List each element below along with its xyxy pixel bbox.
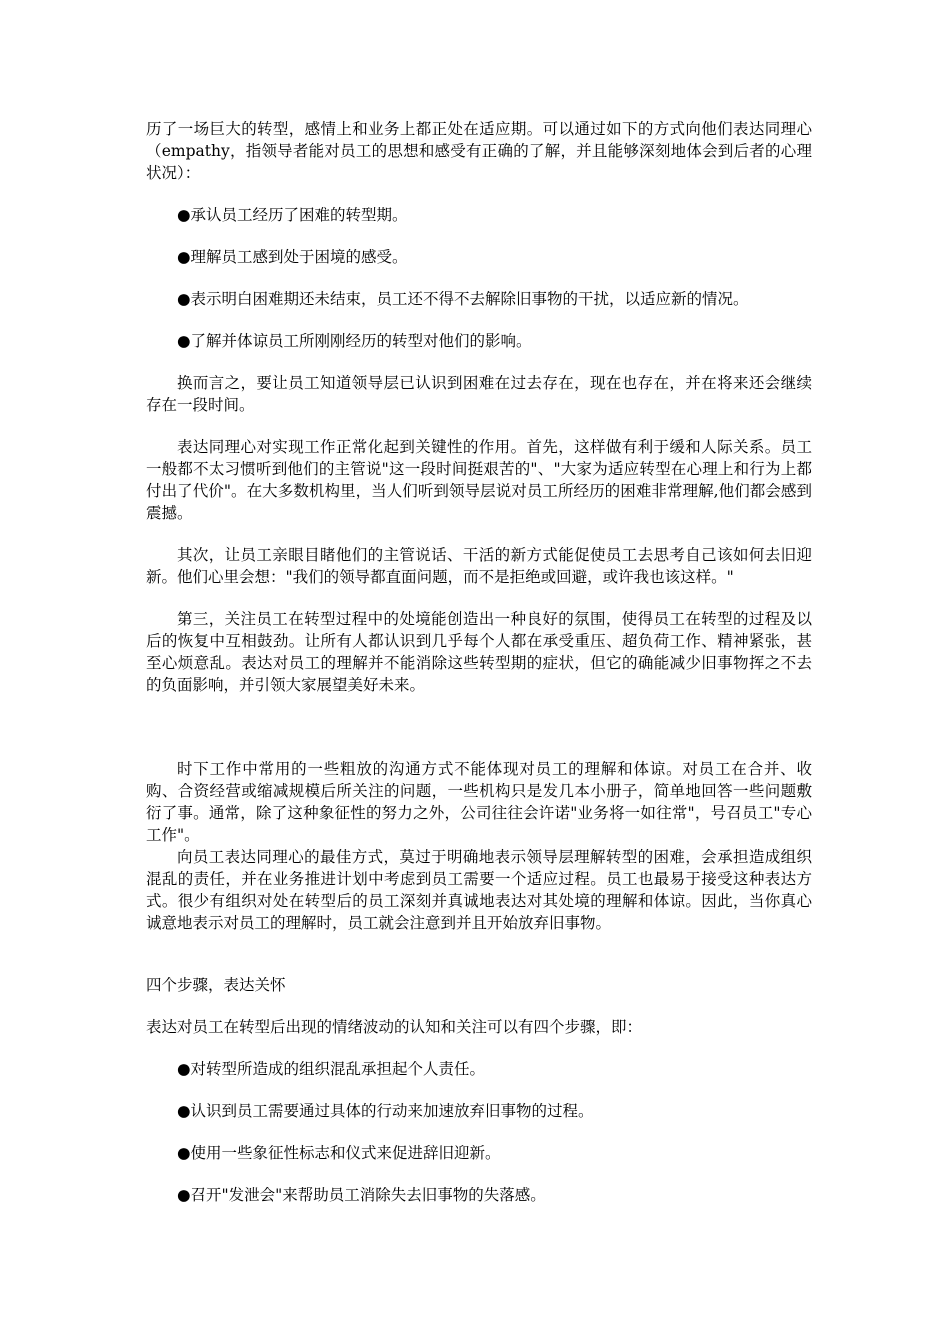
body-paragraph: 换而言之，要让员工知道领导层已认识到困难在过去存在，现在也存在，并在将来还会继续存在一段时间。 [146,374,812,414]
body-paragraph: 表达同理心对实现工作正常化起到关键性的作用。首先，这样做有利于缓和人际关系。员工一般都不太习惯听到他们的主管说"这一段时间挺艰苦的"、"大家为适应转型在心理上和行为上都付出了代价"。在大多数机构里，当人们听到领导层说对员工所经历的困难非常理解,他们都会感到震撼。 [146,438,812,522]
bullet-item: ●了解并体谅员工所刚刚经历的转型对他们的影响。 [177,332,532,350]
bullet-item: ●召开"发泄会"来帮助员工消除失去旧事物的失落感。 [177,1186,546,1204]
bullet-item: ●表示明白困难期还未结束，员工还不得不去解除旧事物的干扰，以适应新的情况。 [177,290,749,308]
body-paragraph: 时下工作中常用的一些粗放的沟通方式不能体现对员工的理解和体谅。对员工在合并、收购、合资经营或缩减规模后所关注的问题，一些机构只是发几本小册子，简单地回答一些问题敷衍了事。通常，除了这种象征性的努力之外，公司往往会许诺"业务将一如往常"，号召员工"专心工作"。 [146,760,812,844]
section-heading: 四个步骤，表达关怀 [146,976,286,994]
bullet-item: ●使用一些象征性标志和仪式来促进辞旧迎新。 [177,1144,501,1162]
bullet-item: ●理解员工感到处于困境的感受。 [177,248,408,266]
body-paragraph: 向员工表达同理心的最佳方式，莫过于明确地表示领导层理解转型的困难，会承担造成组织混乱的责任，并在业务推进计划中考虑到员工需要一个适应过程。员工也最易于接受这种表达方式。很少有组织对处在转型后的员工深刻并真诚地表达对其处境的理解和体谅。因此，当你真心诚意地表示对员工的理解时，员工就会注意到并且开始放弃旧事物。 [146,848,812,932]
body-paragraph: 其次，让员工亲眼目睹他们的主管说话、干活的新方式能促使员工去思考自己该如何去旧迎新。他们心里会想："我们的领导都直面问题，而不是拒绝或回避，或许我也该这样。" [146,546,812,586]
body-paragraph: 第三，关注员工在转型过程中的处境能创造出一种良好的氛围，使得员工在转型的过程及以后的恢复中互相鼓劲。让所有人都认识到几乎每个人都在承受重压、超负荷工作、精神紧张，甚至心烦意乱。表达对员工的理解并不能消除这些转型期的症状，但它的确能减少旧事物挥之不去的负面影响，并引领大家展望美好未来。 [146,610,812,694]
document-body [146,118,812,1206]
intro-paragraph: 历了一场巨大的转型，感情上和业务上都正处在适应期。可以通过如下的方式向他们表达同理心（empathy，指领导者能对员工的思想和感受有正确的了解，并且能够深刻地体会到后者的心理状况）： [146,120,812,182]
body-paragraph: 表达对员工在转型后出现的情绪波动的认知和关注可以有四个步骤，即： [146,1018,643,1036]
bullet-item: ●认识到员工需要通过具体的行动来加速放弃旧事物的过程。 [177,1102,594,1120]
bullet-item: ●承认员工经历了困难的转型期。 [177,206,408,224]
bullet-item: ●对转型所造成的组织混乱承担起个人责任。 [177,1060,486,1078]
